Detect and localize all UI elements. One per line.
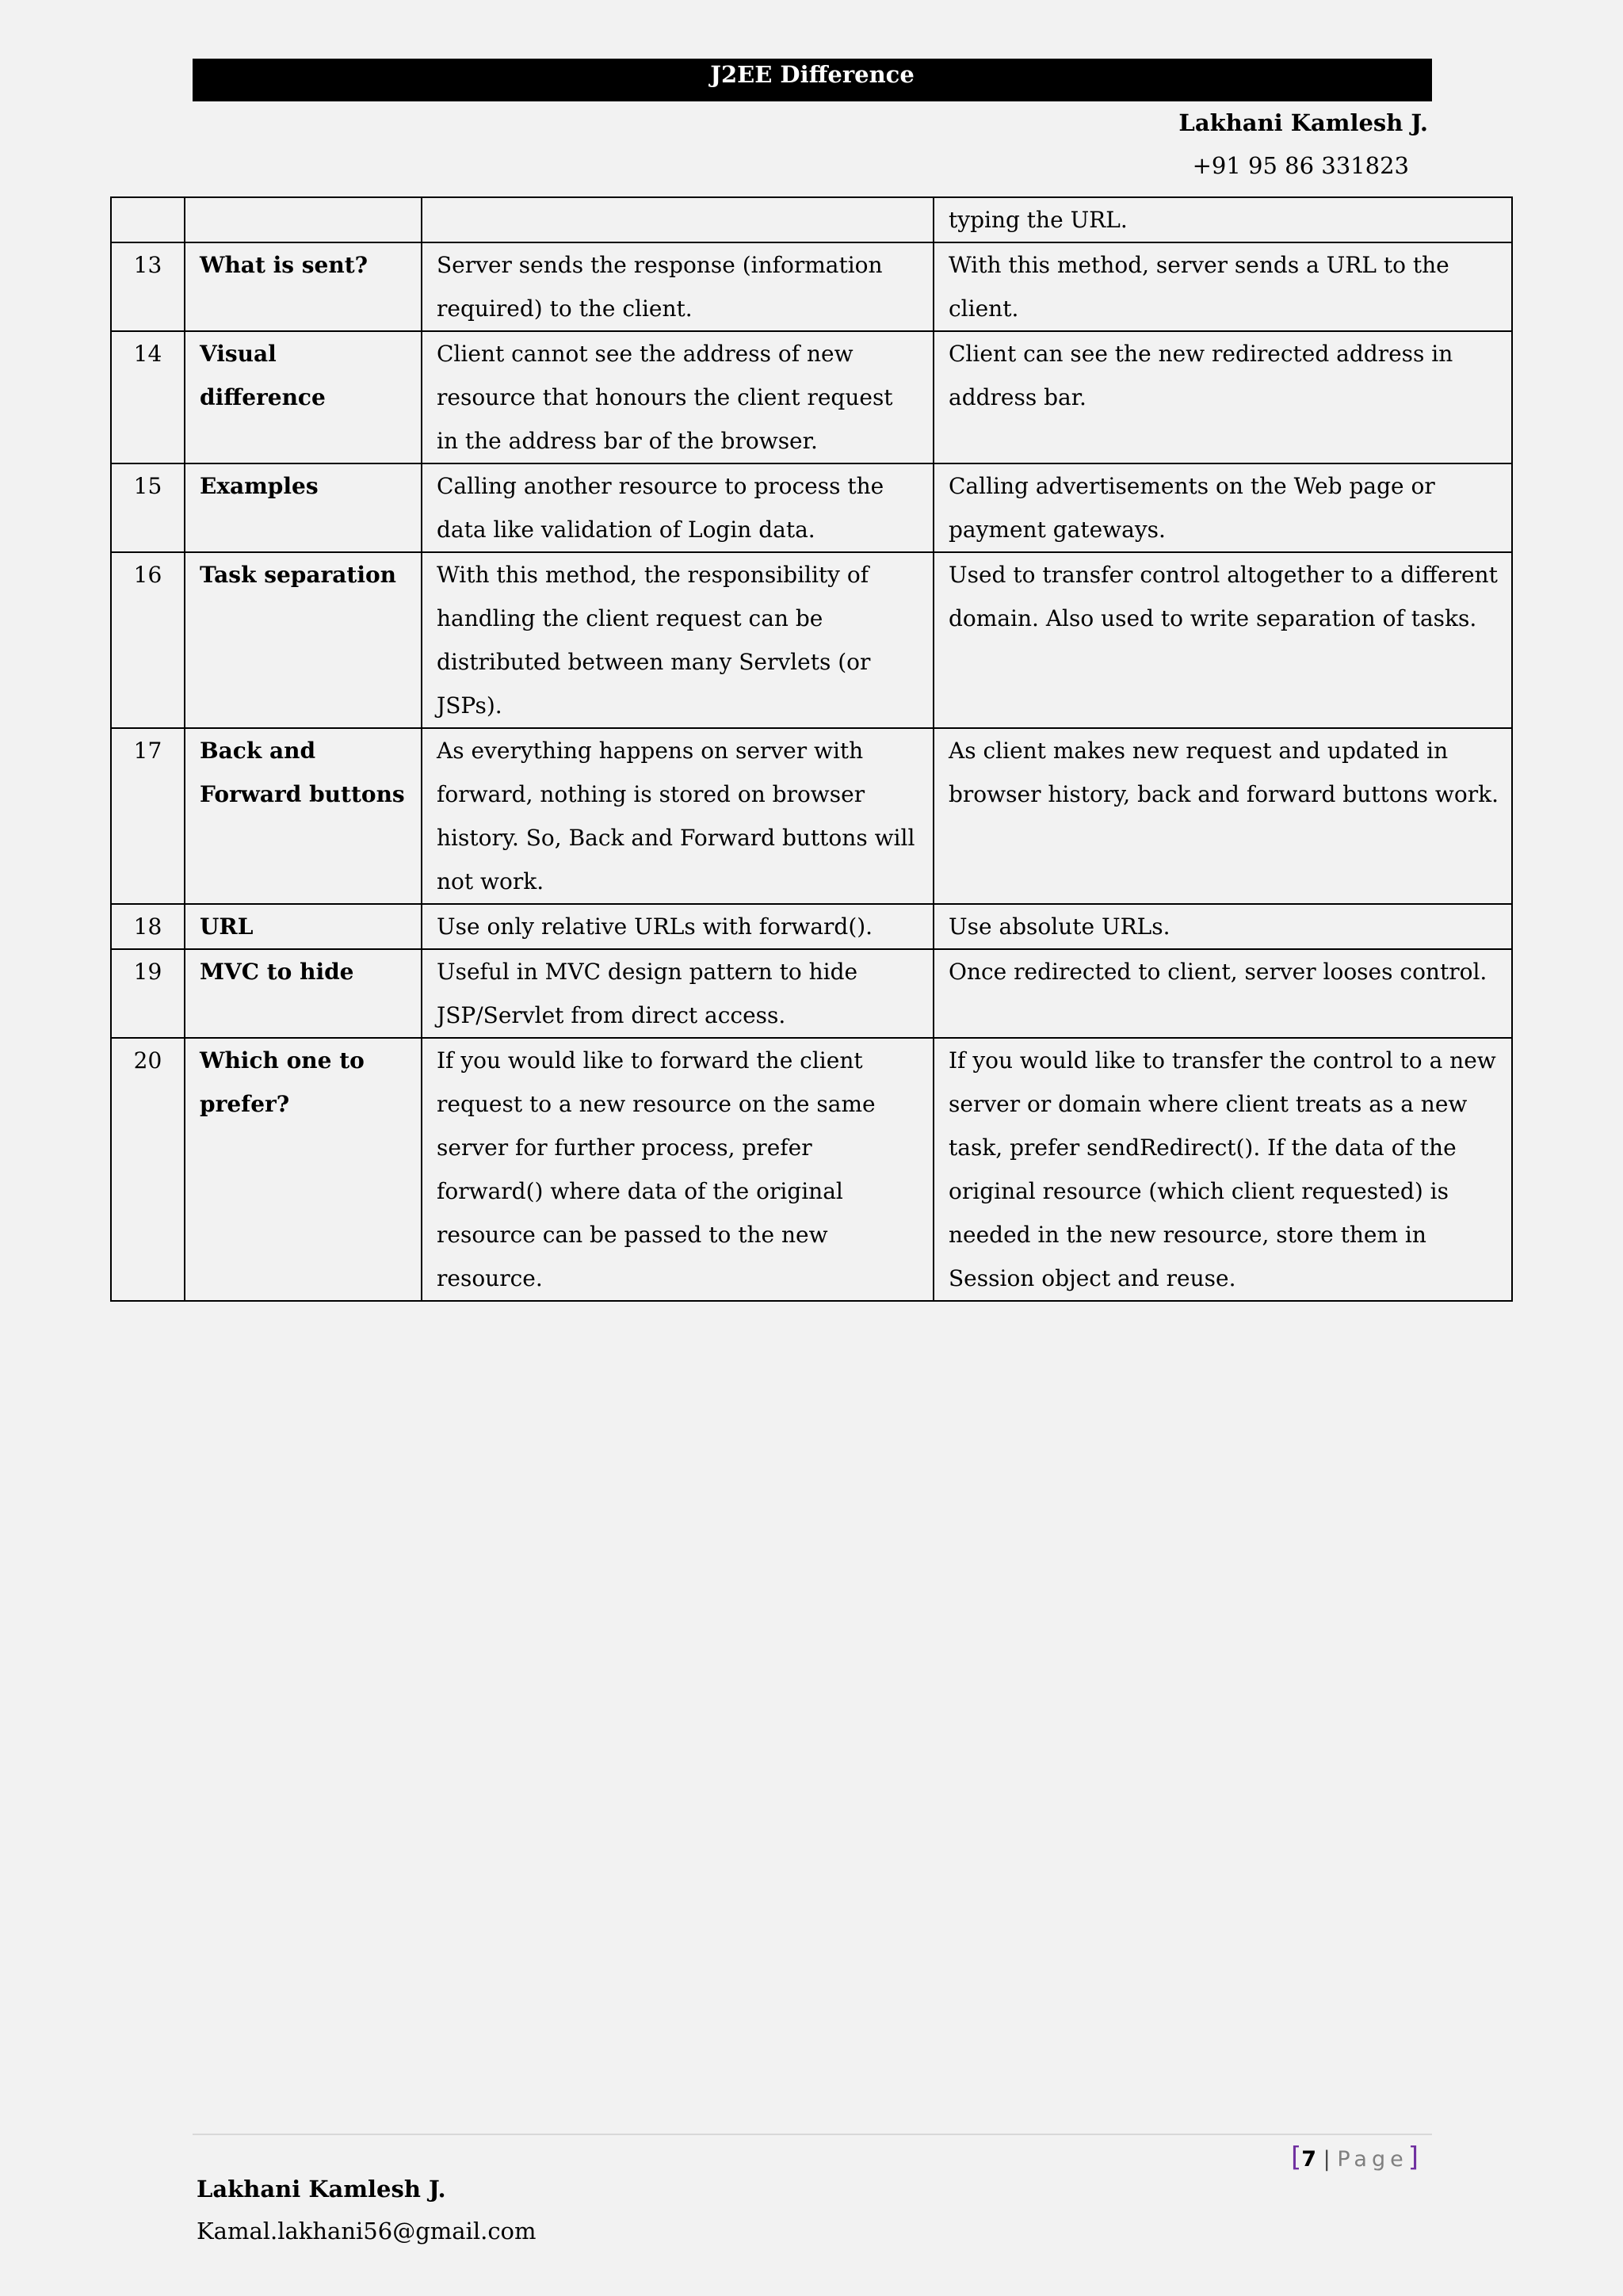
row-forward-cell: Use only relative URLs with forward().	[422, 904, 934, 949]
row-topic-cell: URL	[185, 904, 422, 949]
row-redirect-cell: Client can see the new redirected address in address bar.	[934, 331, 1512, 463]
header-author-block	[1178, 101, 1428, 187]
row-redirect-cell: Use absolute URLs.	[934, 904, 1512, 949]
row-forward-cell: Calling another resource to process the data like validation of Login data.	[422, 463, 934, 552]
page-word: Page	[1337, 2147, 1408, 2172]
document-header-title: J2EE Difference	[193, 59, 1432, 101]
footer-divider	[193, 2134, 1432, 2135]
footer-email: Kamal.lakhani56@gmail.com	[197, 2218, 537, 2245]
footer-author-name: Lakhani Kamlesh J.	[197, 2176, 446, 2203]
row-number-cell: 14	[111, 331, 185, 463]
table-row	[111, 242, 1512, 331]
row-forward-cell: As everything happens on server with forward, nothing is stored on browser history. So, Back and Forward buttons will not work.	[422, 728, 934, 904]
row-forward-cell: With this method, the responsibility of handling the client request can be distributed between many Servlets (or JSPs).	[422, 552, 934, 728]
row-number-cell: 18	[111, 904, 185, 949]
page-number-value: 7	[1301, 2147, 1317, 2172]
row-number-cell: 16	[111, 552, 185, 728]
row-forward-cell: If you would like to forward the client request to a new resource on the same server for further process, prefer forward() where data of the original resource can be passed to the new resource.	[422, 1038, 934, 1301]
row-number-cell: 17	[111, 728, 185, 904]
page-bracket-open: [	[1291, 2142, 1302, 2173]
row-number-cell: 20	[111, 1038, 185, 1301]
table-row	[111, 949, 1512, 1038]
row-redirect-cell: Used to transfer control altogether to a different domain. Also used to write separation of tasks.	[934, 552, 1512, 728]
row-forward-cell	[422, 197, 934, 242]
row-topic-cell: MVC to hide	[185, 949, 422, 1038]
row-number-cell: 15	[111, 463, 185, 552]
row-topic-cell: Which one to prefer?	[185, 1038, 422, 1301]
row-redirect-cell: Calling advertisements on the Web page or payment gateways.	[934, 463, 1512, 552]
row-forward-cell: Server sends the response (information required) to the client.	[422, 242, 934, 331]
row-number-cell: 13	[111, 242, 185, 331]
row-forward-cell: Client cannot see the address of new resource that honours the client request in the address bar of the browser.	[422, 331, 934, 463]
row-forward-cell: Useful in MVC design pattern to hide JSP/Servlet from direct access.	[422, 949, 934, 1038]
row-topic-cell: Visual difference	[185, 331, 422, 463]
row-redirect-cell: typing the URL.	[934, 197, 1512, 242]
table-row	[111, 904, 1512, 949]
table-row	[111, 331, 1512, 463]
header-phone: +91 95 86 331823	[1192, 152, 1409, 179]
row-redirect-cell: With this method, server sends a URL to the client.	[934, 242, 1512, 331]
row-redirect-cell: If you would like to transfer the control to a new server or domain where client treats as a new task, prefer sendRedirect(). If the data of the original resource (which client requested) is needed in the new resource, store them in Session object and reuse.	[934, 1038, 1512, 1301]
row-topic-cell: Examples	[185, 463, 422, 552]
table-row	[111, 552, 1512, 728]
row-topic-cell: What is sent?	[185, 242, 422, 331]
row-number-cell: 19	[111, 949, 185, 1038]
row-redirect-cell: Once redirected to client, server looses control.	[934, 949, 1512, 1038]
row-topic-cell	[185, 197, 422, 242]
row-topic-cell: Back and Forward buttons	[185, 728, 422, 904]
row-number-cell	[111, 197, 185, 242]
difference-table-body	[111, 197, 1512, 1301]
page-number	[1291, 2138, 1419, 2180]
page-bracket-close: ]	[1407, 2142, 1419, 2173]
table-row	[111, 728, 1512, 904]
table-row	[111, 197, 1512, 242]
row-topic-cell: Task separation	[185, 552, 422, 728]
header-author-name: Lakhani Kamlesh J.	[1178, 109, 1428, 136]
table-row	[111, 1038, 1512, 1301]
table-row	[111, 463, 1512, 552]
page-separator: |	[1323, 2147, 1331, 2172]
difference-table	[110, 196, 1513, 1302]
row-redirect-cell: As client makes new request and updated in browser history, back and forward buttons work.	[934, 728, 1512, 904]
